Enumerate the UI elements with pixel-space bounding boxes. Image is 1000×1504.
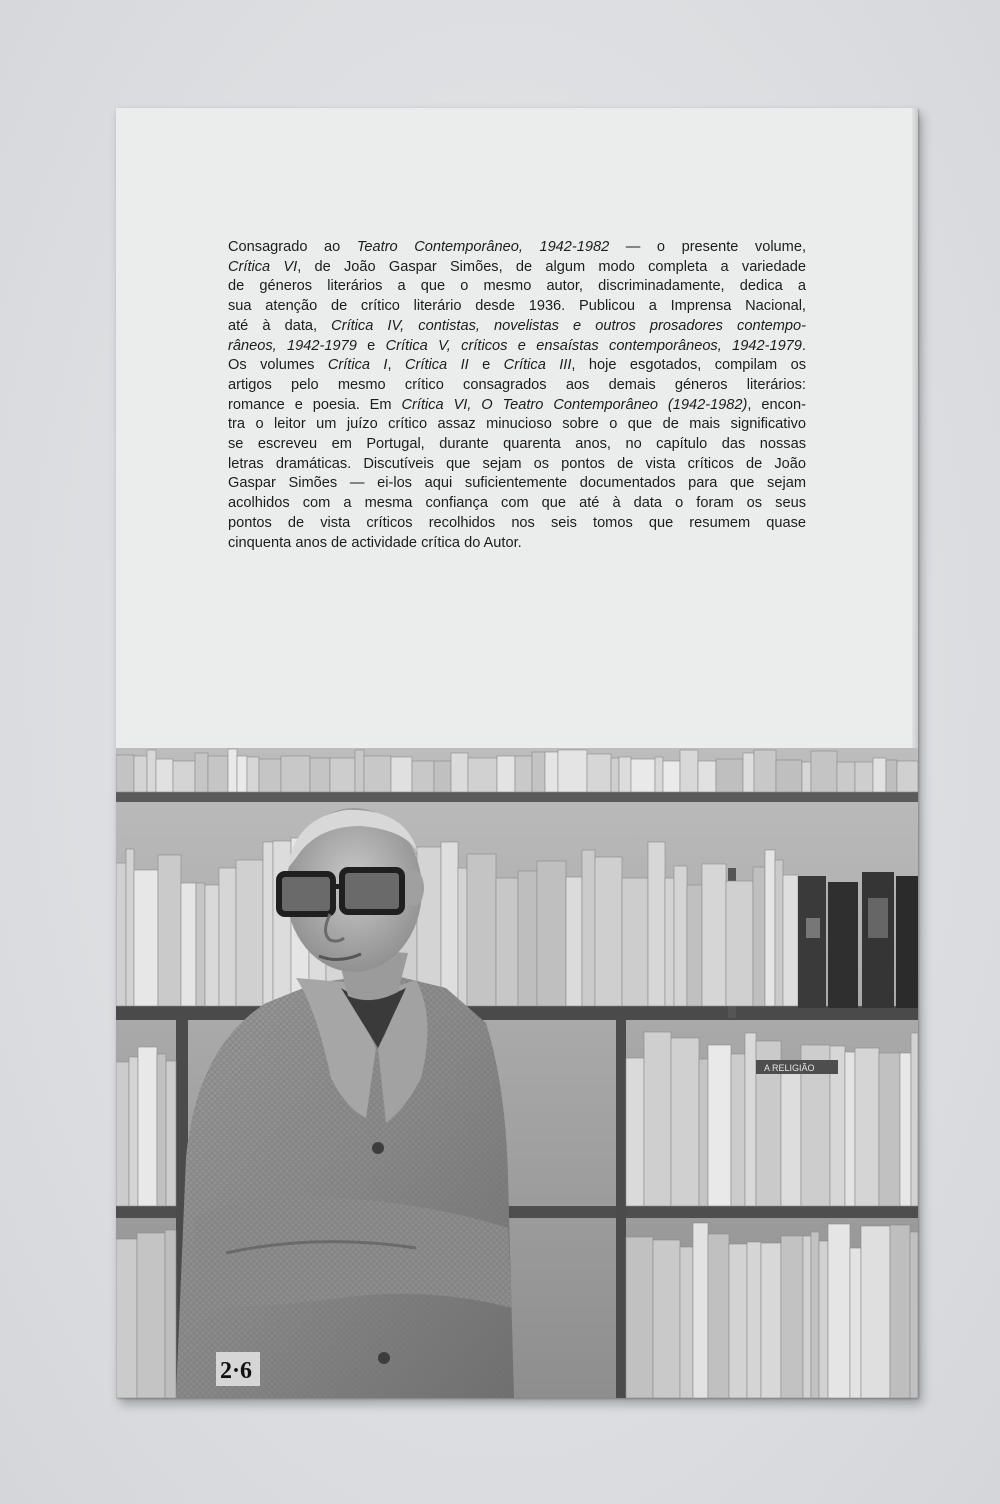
- book-spine: [855, 1048, 879, 1206]
- book-spine: [619, 757, 631, 792]
- book-spine: [196, 883, 205, 1006]
- book-spine: [828, 1224, 850, 1398]
- book-spine: [134, 756, 147, 792]
- book-spine: [886, 760, 897, 792]
- book-spine: [158, 855, 181, 1006]
- book-spine: [467, 854, 496, 1006]
- book-spine: [698, 761, 716, 792]
- book-spine: [897, 761, 918, 792]
- book-spine: [116, 1062, 129, 1206]
- author-photo: [116, 748, 918, 1398]
- blurb-line: [228, 455, 806, 475]
- blurb-text: de géneros literários a que o mesmo autor, discriminadamente, dedica a: [228, 278, 806, 295]
- blurb-text: , hoje esgotados, compilam os: [571, 357, 807, 374]
- book-spine: [850, 1248, 861, 1398]
- book-spine: [765, 850, 775, 1006]
- book-spine: [655, 757, 663, 792]
- book-spine: [811, 1232, 819, 1398]
- book-spine: [458, 868, 467, 1006]
- book-spine: [595, 857, 622, 1006]
- blurb-text: e: [468, 357, 504, 374]
- book-spine: [205, 885, 219, 1006]
- book-spine: [451, 753, 468, 792]
- book-spine: [648, 842, 665, 1006]
- shelf-upright: [616, 1018, 626, 1398]
- blurb-line: [228, 356, 806, 376]
- book-spine: [702, 864, 726, 1006]
- book-spine: [837, 762, 855, 792]
- blurb-text: até à data,: [228, 317, 332, 334]
- blurb-text: acolhidos com a mesma confiança com que até à data o foram os seus: [228, 495, 806, 512]
- book-spine: [515, 756, 532, 792]
- blurb-line: [228, 238, 806, 258]
- author-portrait-photo-icon: [116, 748, 918, 1398]
- blurb-line: [228, 337, 806, 357]
- book-spine: [587, 754, 611, 792]
- book-spine: [129, 1057, 138, 1206]
- book-spine: [281, 756, 310, 792]
- blurb-text: — o presente volume,: [609, 239, 807, 255]
- book-spine: [626, 1058, 644, 1206]
- blurb-text: , de João Gaspar Simões, de algum modo completa a variedade: [297, 258, 806, 275]
- book-spine: [754, 750, 776, 792]
- blurb-text: Os volumes: [228, 357, 328, 374]
- book-spine: [116, 1239, 137, 1398]
- book-spine: [873, 758, 886, 792]
- book-spine: [674, 866, 687, 1006]
- book-spine: [558, 750, 587, 792]
- book-spine: [811, 751, 837, 792]
- book-spine: [781, 1062, 801, 1206]
- book-spine: [819, 1241, 828, 1398]
- bottom-label: 2·6: [220, 1358, 253, 1384]
- book-spine: [731, 1054, 745, 1206]
- blurb-line: [228, 534, 806, 554]
- book-spine: [582, 850, 595, 1006]
- blurb-text: letras dramáticas. Discutíveis que sejam os pontos de vista críticos de João: [228, 455, 806, 472]
- book-spine: [497, 756, 515, 792]
- book-spine: [236, 860, 263, 1006]
- blurb-line: [228, 396, 806, 416]
- blurb-italic-title: Crítica VI, O Teatro Contemporâneo (1942-1982): [401, 396, 748, 413]
- blurb-text: e: [356, 337, 386, 354]
- book-spine: [165, 1230, 176, 1398]
- book-spine: [680, 750, 698, 792]
- blurb-text: cinquenta anos de actividade crítica do Autor.: [228, 534, 522, 551]
- book-spine: [611, 758, 619, 792]
- book-spine: [783, 875, 798, 1006]
- blurb-line: [228, 258, 806, 278]
- book-spine: [138, 1047, 157, 1206]
- blurb-text: , encon-: [747, 396, 806, 413]
- book-spine: [537, 861, 566, 1006]
- book-spine: [861, 1226, 890, 1398]
- book-spine: [743, 753, 754, 792]
- blurb-italic-title: Crítica II: [404, 357, 469, 374]
- book-spine: [890, 1225, 910, 1398]
- blurb-text: tra o leitor um juízo crítico assaz minucioso sobre o que de mais significativo: [228, 416, 806, 433]
- book-spine: [532, 752, 545, 792]
- blurb-italic-title: râneos, 1942-1979: [228, 337, 357, 354]
- book-spine: [753, 867, 765, 1006]
- book-spine: [126, 849, 134, 1006]
- book-spine: [566, 877, 582, 1006]
- book-spine: [364, 756, 391, 792]
- book-spine: [631, 759, 655, 792]
- blurb-line: [228, 514, 806, 534]
- blurb-text: .: [801, 337, 806, 354]
- book-spine: [208, 756, 228, 792]
- blurb-line: [228, 376, 806, 396]
- book-spine: [900, 1053, 911, 1206]
- blurb-text: romance e poesia. Em: [228, 396, 402, 413]
- book-spine: [687, 885, 702, 1006]
- book-spine: [708, 1045, 731, 1206]
- bound-volumes: [798, 872, 918, 1008]
- book-spine: [228, 749, 237, 792]
- blurb-text: se escreveu em Portugal, durante quarenta anos, no capítulo das nossas: [228, 436, 806, 453]
- book-spine: [879, 1053, 900, 1206]
- book-spine: [726, 881, 753, 1006]
- book-spine: [173, 761, 195, 792]
- book-spine: [802, 762, 811, 792]
- blurb-text: pontos de vista críticos recolhidos nos seis tomos que resumem quase: [228, 514, 806, 531]
- book-spine: [911, 1033, 918, 1206]
- book-spine: [134, 870, 158, 1006]
- book-spine: [680, 1247, 693, 1398]
- book-spine: [747, 1242, 761, 1398]
- blurb-line: [228, 297, 806, 317]
- blurb-line: [228, 494, 806, 514]
- blurb-italic-title: Crítica VI: [228, 258, 298, 275]
- book-spine: [708, 1234, 729, 1398]
- blurb-line: [228, 277, 806, 297]
- book-spine: [310, 758, 330, 792]
- book-spine: [716, 759, 743, 792]
- book-spine: [775, 860, 783, 1006]
- book-spine: [855, 762, 873, 792]
- blurb-italic-title: Crítica I: [327, 357, 388, 374]
- book-spine: [157, 1054, 166, 1206]
- blurb-text: sua atenção de crítico literário desde 1936. Publicou a Imprensa Nacional,: [228, 298, 806, 315]
- book-spine: [166, 1061, 176, 1206]
- book-spine: [803, 1236, 811, 1398]
- book-spine: [247, 757, 259, 792]
- book-spine: [776, 760, 802, 792]
- book-spine: [330, 758, 355, 792]
- book-spine: [434, 761, 451, 792]
- book-spine: [237, 756, 247, 792]
- book-spine: [745, 1033, 756, 1206]
- book-spine: [545, 752, 558, 792]
- book-spine: [412, 761, 434, 792]
- blurb-italic-title: Crítica IV, contistas, novelistas e outros prosadores contempo-: [331, 317, 806, 334]
- blurb-line: [228, 474, 806, 494]
- book-spine: [116, 755, 134, 792]
- blurb-italic-title: Crítica V, críticos e ensaístas contemporâneos, 1942-1979: [385, 337, 802, 354]
- book-spine: [653, 1240, 680, 1398]
- book-spine: [468, 758, 497, 792]
- book-spine: [845, 1052, 855, 1206]
- book-spine: [644, 1032, 671, 1206]
- book-spine: [665, 878, 674, 1006]
- book-spine: [263, 842, 273, 1006]
- book-spine: [181, 883, 196, 1006]
- book-spine: [391, 757, 412, 792]
- blurb-italic-title: Crítica III: [503, 357, 572, 374]
- book-spine: [699, 1059, 708, 1206]
- shelf-board: [116, 792, 918, 802]
- book-back-cover: [116, 108, 918, 1398]
- book-spine: [622, 878, 648, 1006]
- blurb-line: [228, 435, 806, 455]
- book-spine: [729, 1244, 747, 1398]
- book-spine: [626, 1237, 653, 1398]
- back-cover-blurb: [228, 238, 806, 553]
- shelf-board: [116, 1006, 918, 1020]
- blurb-text: artigos pelo mesmo crítico consagrados aos demais géneros literários:: [228, 376, 806, 393]
- blurb-line: [228, 415, 806, 435]
- book-spine: [116, 863, 126, 1006]
- book-spine: [259, 759, 281, 792]
- book-spine: [147, 750, 156, 792]
- book-spine: [355, 750, 364, 792]
- blurb-text: Gaspar Simões — ei-los aqui suficientemente documentados para que sejam: [228, 475, 806, 492]
- book-spine: [910, 1232, 918, 1398]
- book-spine: [137, 1233, 165, 1398]
- book-spine: [518, 871, 537, 1006]
- blurb-line: [228, 317, 806, 337]
- book-spine: [156, 759, 173, 792]
- book-spine: [195, 753, 208, 792]
- book-spine: [761, 1243, 781, 1398]
- book-spine: [671, 1038, 699, 1206]
- book-spine: [441, 842, 458, 1006]
- blurb-text: Consagrado ao: [228, 239, 357, 255]
- book-spine: [219, 868, 236, 1006]
- book-spine: [781, 1236, 803, 1398]
- book-spine: [496, 878, 518, 1006]
- blurb-italic-title: Teatro Contemporâneo, 1942-1982: [356, 239, 610, 255]
- spine-label: A RELIGIÃO: [764, 1063, 815, 1073]
- book-spine: [663, 761, 680, 792]
- blurb-text: ,: [387, 357, 405, 374]
- book-spine: [693, 1223, 708, 1398]
